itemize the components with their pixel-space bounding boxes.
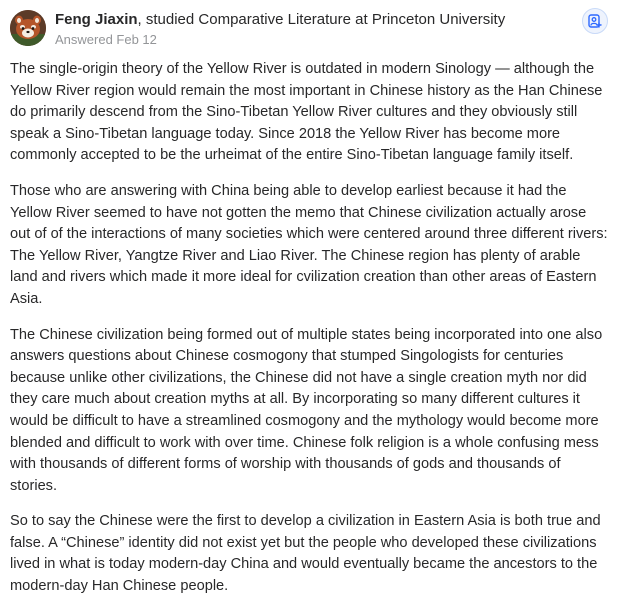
answer-paragraph: The single-origin theory of the Yellow River is outdated in modern Sinology — although the Yellow River region would remain the most important in Chinese history as the Han Chinese do primarily descend from the Sino-Tibetan Yellow River cultures and they obviously still speak a Sino-Tibetan language today. Since 2018 the Yellow River has become more commonly accepted to be the urheimat of the entire Sino-Tibetan language family itself. bbox=[10, 61, 603, 164]
author-credential[interactable]: , studied Comparative Literature at Princeton University bbox=[137, 11, 506, 28]
answer-paragraph: Those who are answering with China being able to develop earliest because it had the Yellow River seemed to have not gotten the memo that Chinese civilization actually arose out of of the interactions of many societies which were centered around three different rivers: The Yellow River, Yangtze River and Liao River. The Chinese region has plenty of arable land and rivers which made it more ideal for cvilization creation than other areas of Eastern Asia. bbox=[10, 182, 608, 307]
follow-author-button[interactable] bbox=[582, 8, 608, 34]
author-name[interactable]: Feng Jiaxin bbox=[55, 11, 138, 28]
answered-date[interactable]: Answered Feb 12 bbox=[55, 32, 157, 47]
answer-header bbox=[10, 8, 608, 50]
answer-paragraph: So to say the Chinese were the first to develop a civilization in Eastern Asia is both true and false. A “Chinese” identity did not exist yet but the people who developed these civilizations lived in what is today modern-day China and would eventually became the ancestors to the modern-day Han Chinese people. bbox=[10, 513, 601, 595]
answer-paragraph: The Chinese civilization being formed out of multiple states being incorporated into one also answers questions about Chinese cosmogony that stumped Singologists for centuries because unlike other civilizations, the Chinese did not have a single creation myth nor did they care much about creation myths at all. By incorporating so many different cultures it would be difficult to have a streamlined cosmogony and the mythology would become more blended and difficult to work with over time. Chinese folk religion is a whole confusing mess with thousands of different forms of worship with thousands of gods and thousands of stories. bbox=[10, 326, 603, 494]
answer-content bbox=[10, 59, 610, 598]
author-line bbox=[55, 11, 505, 29]
add-person-icon bbox=[588, 14, 602, 28]
red-panda-avatar-icon bbox=[10, 10, 46, 46]
author-avatar[interactable] bbox=[10, 10, 46, 46]
